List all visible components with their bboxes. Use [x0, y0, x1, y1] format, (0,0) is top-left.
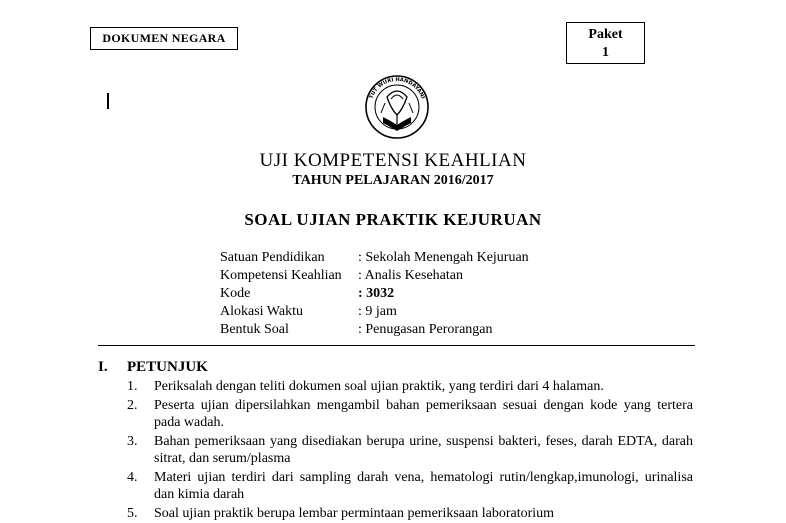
- item-text: Peserta ujian dipersilahkan mengambil bahan pemeriksaan sesuai dengan kode yang tertera pada wadah.: [154, 397, 693, 430]
- info-value: : Penugasan Perorangan: [358, 322, 493, 337]
- info-key: Kompetensi Keahlian: [220, 268, 342, 283]
- svg-text:TUT WURI HANDAYANI: [369, 77, 426, 100]
- list-item: [127, 469, 693, 504]
- item-number: 4.: [127, 469, 138, 485]
- academic-year: TAHUN PELAJARAN 2016/2017: [292, 173, 494, 188]
- item-number: 2.: [127, 397, 138, 413]
- item-number: 1.: [127, 379, 138, 394]
- item-text: Periksalah dengan teliti dokumen soal ujian praktik, yang terdiri dari 4 halaman.: [154, 379, 604, 394]
- item-number: 3.: [127, 433, 138, 449]
- list-item: [127, 505, 693, 523]
- list-item: [127, 378, 693, 396]
- document-classification-box: [90, 27, 238, 50]
- section-title: PETUNJUK: [127, 359, 208, 375]
- info-row: [220, 285, 529, 303]
- item-text: Soal ujian praktik berupa lembar permintaan pemeriksaan laboratorium: [154, 505, 555, 521]
- paket-number: 1: [602, 45, 609, 60]
- info-row: [220, 303, 529, 321]
- logo-motto: TUT WURI HANDAYANI: [368, 76, 426, 100]
- exam-subtitle: SOAL UJIAN PRAKTIK KEJURUAN: [244, 210, 542, 229]
- info-key: Alokasi Waktu: [220, 304, 303, 319]
- info-row: [220, 321, 529, 339]
- info-row: [220, 267, 529, 285]
- item-text: Materi ujian terdiri dari sampling darah vena, hematologi rutin/lengkap,imunologi, urinalisa dan kimia darah: [154, 469, 693, 502]
- item-text: Bahan pemeriksaan yang disediakan berupa urine, suspensi bakteri, feses, darah EDTA, darah sitrat, dan serum/plasma: [154, 433, 693, 466]
- info-value: : 3032: [358, 286, 395, 301]
- paket-label: Paket: [588, 27, 623, 42]
- info-row: [220, 249, 529, 267]
- info-value: : Analis Kesehatan: [358, 268, 463, 283]
- info-value: : Sekolah Menengah Kejuruan: [358, 250, 529, 265]
- instruction-list: [127, 378, 693, 523]
- tut-wuri-handayani-logo: [361, 73, 433, 139]
- document-classification-label: DOKUMEN NEGARA: [102, 31, 226, 45]
- info-key: Kode: [220, 286, 251, 301]
- horizontal-divider: [98, 345, 695, 346]
- item-number: 5.: [127, 505, 138, 521]
- text-cursor: [107, 93, 109, 109]
- info-key: Bentuk Soal: [220, 322, 289, 337]
- exam-info-table: [220, 249, 529, 339]
- info-key: Satuan Pendidikan: [220, 250, 325, 265]
- paket-box: [566, 22, 645, 64]
- exam-main-title: UJI KOMPETENSI KEAHLIAN: [259, 150, 527, 171]
- info-value: : 9 jam: [358, 304, 397, 319]
- section-number: I.: [98, 359, 108, 375]
- list-item: [127, 397, 693, 432]
- list-item: [127, 433, 693, 468]
